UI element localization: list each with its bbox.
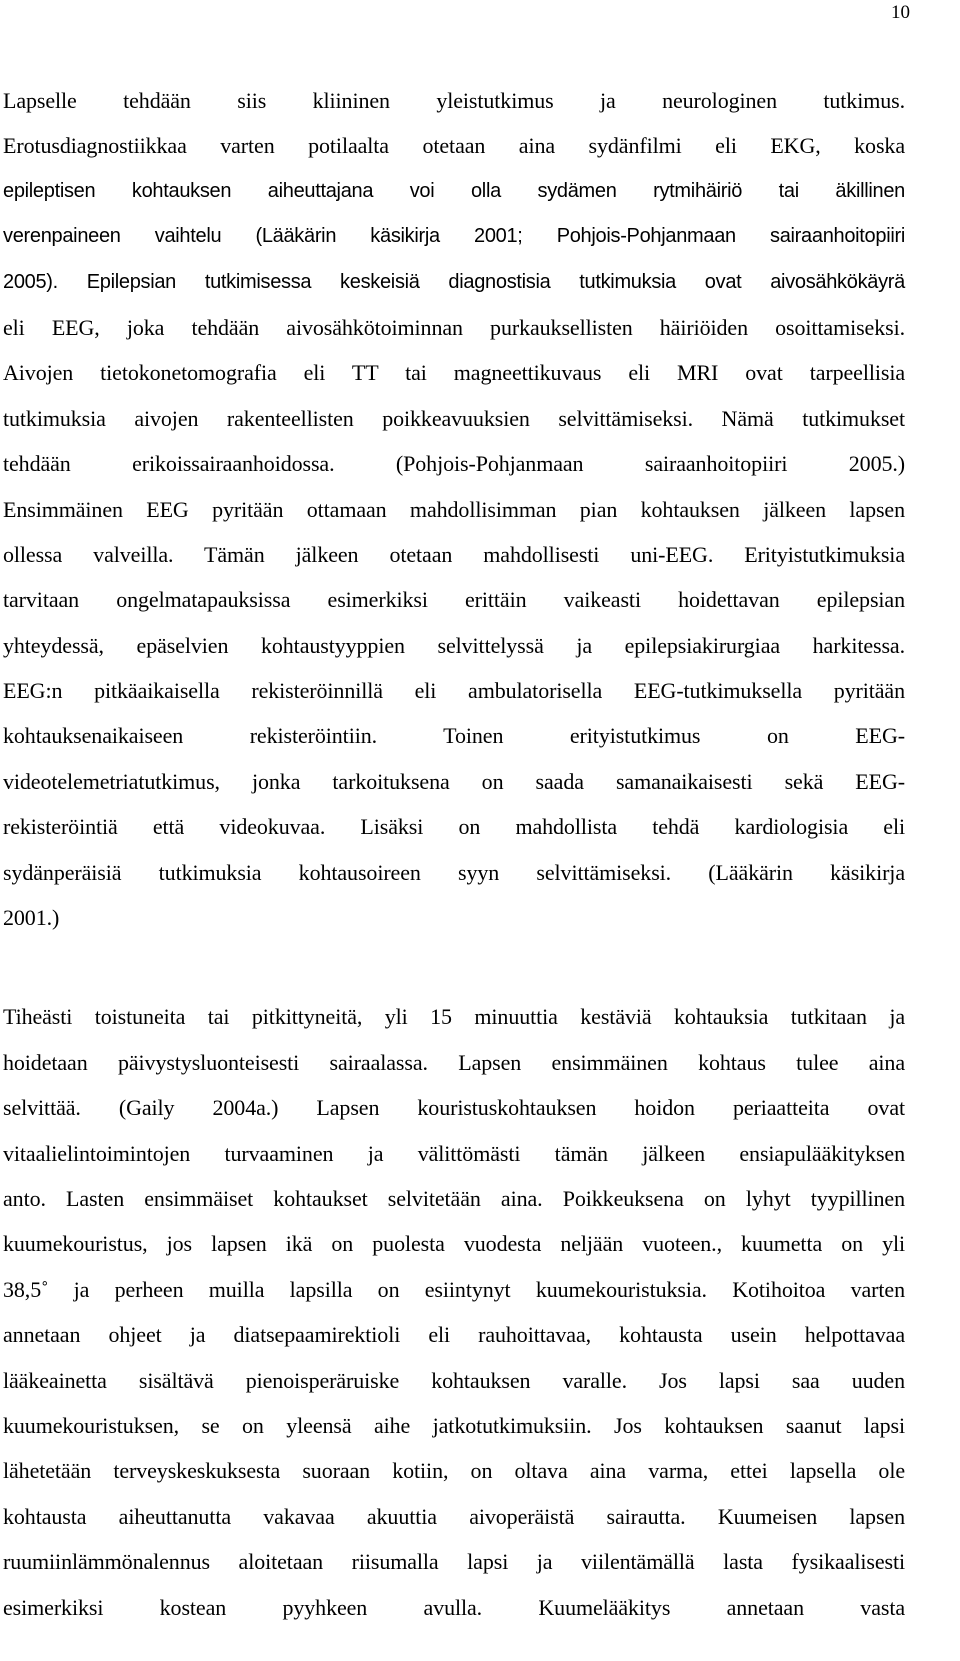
text-line: 38,5˚ ja perheen muilla lapsilla on esiintynyt kuumekouristuksia. Kotihoitoa varten — [3, 1276, 905, 1302]
text-line: annetaan ohjeet ja diatsepaamirektioli eli rauhoittavaa, kohtausta usein helpottavaa — [3, 1322, 905, 1348]
text-line: Lapselle tehdään siis kliininen yleistutkimus ja neurologinen tutkimus. — [3, 88, 905, 113]
text-line: Aivojen tietokonetomografia eli TT tai magneettikuvaus eli MRI ovat tarpeellisia — [3, 360, 905, 386]
text-line: ollessa valveilla. Tämän jälkeen otetaan mahdollisesti uni-EEG. Erityistutkimuksia — [3, 541, 905, 567]
text-line: kohtausta aiheuttanutta vakavaa akuuttia aivoperäistä sairautta. Kuumeisen lapsen — [3, 1503, 905, 1529]
text-line: epileptisen kohtauksen aiheuttajana voi olla sydämen rytmihäiriö tai äkillinen — [3, 179, 905, 202]
text-line: Erotusdiagnostiikkaa varten potilaalta otetaan aina sydänfilmi eli EKG, koska — [3, 133, 905, 159]
text-line: tarvitaan ongelmatapauksissa esimerkiksi erittäin vaikeasti hoidettavan epilepsian — [3, 587, 905, 613]
text-line: rekisteröintiä että videokuvaa. Lisäksi on mahdollista tehdä kardiologisia eli — [3, 814, 905, 840]
text-line: kuumekouristuksen, se on yleensä aihe jatkotutkimuksiin. Jos kohtauksen saanut lapsi — [3, 1412, 905, 1438]
document-body — [3, 78, 905, 1630]
text-line: hoidetaan päivystysluonteisesti sairaalassa. Lapsen ensimmäinen kohtaus tulee aina — [3, 1049, 905, 1075]
paragraph-1 — [3, 78, 905, 940]
text-line: EEG:n pitkäaikaisella rekisteröinnillä eli ambulatorisella EEG-tutkimuksella pyritään — [3, 678, 905, 704]
text-line: eli EEG, joka tehdään aivosähkötoiminnan purkauksellisten häiriöiden osoittamiseksi. — [3, 314, 905, 340]
text-line: tutkimuksia aivojen rakenteellisten poikkeavuuksien selvittämiseksi. Nämä tutkimukset — [3, 405, 905, 431]
text-line: selvittää. (Gaily 2004a.) Lapsen kouristuskohtauksen hoidon periaatteita ovat — [3, 1095, 905, 1121]
text-line: lähetetään terveyskeskuksesta suoraan kotiin, on oltava aina varma, ettei lapsella ole — [3, 1458, 905, 1484]
text-line: kuumekouristus, jos lapsen ikä on puolesta vuodesta neljään vuoteen., kuumetta on yli — [3, 1231, 905, 1257]
text-line: Tiheästi toistuneita tai pitkittyneitä, yli 15 minuuttia kestäviä kohtauksia tutkitaan ja — [3, 1004, 905, 1030]
text-line: videotelemetriatutkimus, jonka tarkoituksena on saada samanaikaisesti sekä EEG- — [3, 768, 905, 794]
text-line: anto. Lasten ensimmäiset kohtaukset selvitetään aina. Poikkeuksena on lyhyt tyypillinen — [3, 1185, 905, 1211]
text-line: verenpaineen vaihtelu (Lääkärin käsikirja 2001; Pohjois-Pohjanmaan sairaanhoitopiiri — [3, 225, 905, 248]
text-line: 2001.) — [3, 905, 60, 931]
text-line: lääkeainetta sisältävä pienoisperäruiske kohtauksen varalle. Jos lapsi saa uuden — [3, 1367, 905, 1393]
paragraph-2 — [3, 994, 905, 1629]
text-line: vitaalielintoimintojen turvaaminen ja välittömästi tämän jälkeen ensiapulääkityksen — [3, 1140, 905, 1166]
text-line: esimerkiksi kostean pyyhkeen avulla. Kuumelääkitys annetaan vasta — [3, 1594, 905, 1620]
text-line: tehdään erikoissairaanhoidossa. (Pohjois-Pohjanmaan sairaanhoitopiiri 2005.) — [3, 451, 905, 477]
text-line: yhteydessä, epäselvien kohtaustyyppien selvittelyssä ja epilepsiakirurgiaa harkitessa. — [3, 632, 905, 658]
text-line: 2005). Epilepsian tutkimisessa keskeisiä diagnostisia tutkimuksia ovat aivosähkökäyrä — [3, 270, 905, 293]
text-line: ruumiinlämmönalennus aloitetaan riisumalla lapsi ja viilentämällä lasta fysikaalisesti — [3, 1549, 905, 1575]
paragraph-gap — [3, 940, 905, 994]
text-line: kohtauksenaikaiseen rekisteröintiin. Toinen erityistutkimus on EEG- — [3, 723, 905, 749]
page-number: 10 — [891, 2, 910, 23]
text-line: Ensimmäinen EEG pyritään ottamaan mahdollisimman pian kohtauksen jälkeen lapsen — [3, 496, 905, 522]
text-line: sydänperäisiä tutkimuksia kohtausoireen syyn selvittämiseksi. (Lääkärin käsikirja — [3, 859, 905, 885]
